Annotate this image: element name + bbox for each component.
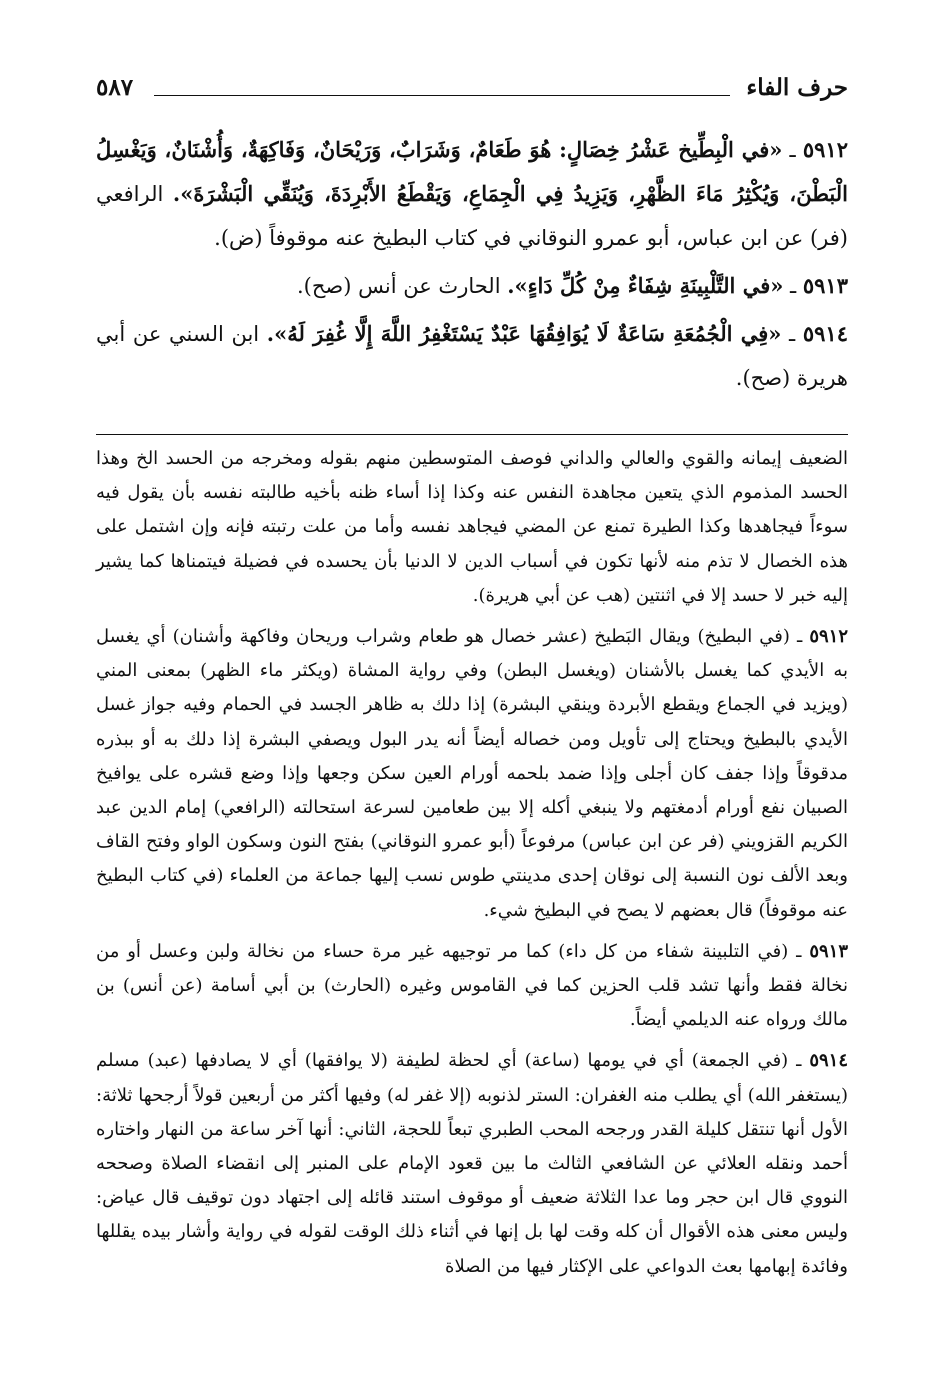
- commentary-text: (في الجمعة) أي في يومها (ساعة) أي لحظة لطيفة (لا يوافقها) أي لا يصادفها (عبد) مسلم (يستغفر الله) أي يطلب منه الغفران: الستر لذنوبه (إلا غفر له) وفيها أكثر من أربعين قولاً أرجحها ثلاثة: الأول أنها تنتقل كليلة القدر ورجحه المحب الطبري تبعاً للحجة، الثاني: أنها آخر ساعة من النهار واختاره أحمد ونقله العلائي عن الشافعي الثالث ما بين قعود الإمام على المنبر إلى انقضاء الصلاة وصححه النووي قال ابن حجر وما عدا الثلاثة ضعيف أو موقوف استند قائله إلى اجتهاد دون توقيف قال عياض: وليس معنى هذه الأقوال أن كله وقت لها بل إنها في أثناء ذلك الوقت لقوله في رواية وأشار بيده يقللها وفائدة إبهامها بعث الدواعي على الإكثار فيها من الصلاة: [96, 1050, 848, 1277]
- hadith-matn: «في الْبِطِّيخ عَشْرُ خِصَالٍ: هُوَ طَعَامٌ، وَشَرَابٌ، وَرَيْحَانٌ، وَفَاكِهَةٌ، وَأُشْنَانٌ، وَيَغْسِلُ الْبَطْنَ، وَيُكْثِرُ مَاءَ الظَّهْرِ، وَيَزِيدُ فِي الْجِمَاعِ، وَيَقْطَعُ الأَبْرِدَةَ، وَيُنَقِّي الْبَشْرَةَ».: [96, 137, 848, 206]
- commentary-text: (في البطيخ) ويقال البَطيخ (عشر خصال هو طعام وشراب وريحان وفاكهة وأشنان) أي يغسل به الأيدي كما يغسل بالأشنان (ويغسل البطن) وفي رواية المشاة (ويكثر ماء الظهر) بمعنى المني (ويزيد في الجماع ويقطع الأبردة وينقي البشرة) إذا دلك به ظاهر الجسد في الحمام وفيه جواز غسل الأيدي بالبطيخ ويحتاج إلى تأويل ومن خصاله أيضاً أنه يدر البول ويصفي البشرة إذا دلك به أو ببذره مدقوقاً وإذا جفف كان أجلى وإذا ضمد بلحمه أورام العين سكن وجعها وإذا وضع قشره على يوافيخ الصبيان نفع أورام أدمغتهم ولا ينبغي أكله إلا بين طعامين لسرعة استحالته (الرافعي) إمام الدين عبد الكريم القزويني (فر عن ابن عباس) مرفوعاً (أبو عمرو النوقاني) بفتح النون وسكون الواو وفتح القاف وبعد الألف نون النسبة إلى نوقان إحدى مدينتي طوس نسب إليها جماعة من العلماء (في كتاب البطيخ عنه موقوفاً) قال بعضهم لا يصح في البطيخ شيء.: [96, 626, 848, 921]
- commentary-continuation: [96, 442, 848, 613]
- hadith-5913: ٥٩١٣ ـ «في التَّلْبِينَةِ شِفَاءٌ مِنْ كُلِّ دَاءٍ». الحارث عن أنس (صح).: [296, 273, 848, 298]
- commentary-number: ٥٩١٢: [809, 626, 848, 648]
- commentary-5914: ٥٩١٤ ـ (في الجمعة) أي في يومها (ساعة) أي لحظة لطيفة (لا يوافقها) أي لا يصادفها (عبد) مسلم (يستغفر الله) أي يطلب منه الغفران: الستر لذنوبه (إلا غفر له) وفيها أكثر من أربعين قولاً أرجحها ثلاثة: الأول أنها تنتقل كليلة القدر ورجحه المحب الطبري تبعاً للحجة، الثاني: أنها آخر ساعة من النهار واختاره أحمد ونقله العلائي عن الشافعي الثالث ما بين قعود الإمام على المنبر إلى انقضاء الصلاة وصححه النووي قال ابن حجر وما عدا الثلاثة ضعيف أو موقوف استند قائله إلى اجتهاد دون توقيف قال عياض: وليس معنى هذه الأقوال أن كله وقت لها بل إنها في أثناء ذلك الوقت لقوله في رواية وأشار بيده يقللها وفائدة إبهامها بعث الدواعي على الإكثار فيها من الصلاة: [96, 1050, 849, 1277]
- hadith-matn: «في التَّلْبِينَةِ شِفَاءٌ مِنْ كُلِّ دَاءٍ».: [507, 273, 784, 298]
- hadith-number: ٥٩١٢: [802, 137, 848, 162]
- hadith-source: الرافعي (فر) عن ابن عباس، أبو عمرو النوقاني في كتاب البطيخ عنه موقوفاً (ض).: [96, 182, 848, 250]
- hadith-matn: «فِي الْجُمُعَةِ سَاعَةٌ لَا يُوَافِقُهَا عَبْدٌ يَسْتَغْفِرُ اللَّهَ إِلَّا غُفِرَ لَهُ».: [266, 321, 782, 346]
- commentary-text: الضعيف إيمانه والقوي والعالي والداني فوصف المتوسطين منهم بقوله ومخرجه من الحسد الخ وهذا الحسد المذموم الذي يتعين مجاهدة النفس عنه وكذا إذا أساء ظنه بأخيه طالبته نفسه بأن يقول فيه سوءاً فيجاهدها وكذا الطيرة تمنع عن المضي فيجاهد نفسه وأما من علت رتبته فإنه وإن اشتمل على هذه الخصال لا تذم منه لأنها تكون في أسباب الدين لا الدنيا بأن يحسده في فضيلة فيتمناها كما يشير إليه خبر لا حسد إلا في اثنتين (هب عن أبي هريرة).: [96, 448, 848, 606]
- hadith-number: ٥٩١٤: [802, 321, 848, 346]
- commentary-divider: [96, 434, 848, 435]
- running-title: حرف الفاء: [746, 74, 848, 101]
- header-rule: [154, 95, 730, 96]
- hadith-source: ابن السني عن أبي هريرة (صح).: [96, 322, 848, 390]
- page-number: ٥٨٧: [96, 74, 134, 101]
- commentary-text: (في التلبينة شفاء من كل داء) كما مر توجيهه غير مرة حساء من نخالة ولبن وعسل أو من نخالة فقط وأنها تشد قلب الحزين كما في القاموس وغيره (الحارث) بن أبي أسامة (عن أنس) بن مالك ورواه عنه الديلمي أيضاً.: [96, 940, 848, 1031]
- commentary-number: ٥٩١٣: [809, 940, 849, 962]
- hadith-5912: ٥٩١٢ ـ «في الْبِطِّيخ عَشْرُ خِصَالٍ: هُوَ طَعَامٌ، وَشَرَابٌ، وَرَيْحَانٌ، وَفَاكِهَةٌ، وَأُشْنَانٌ، وَيَغْسِلُ الْبَطْنَ، وَيُكْثِرُ مَاءَ الظَّهْرِ، وَيَزِيدُ فِي الْجِمَاعِ، وَيَقْطَعُ الأَبْرِدَةَ، وَيُنَقِّي الْبَشْرَةَ». الرافعي (فر) عن ابن عباس، أبو عمرو النوقاني في كتاب البطيخ عنه موقوفاً (ض).: [96, 137, 848, 250]
- hadith-source: الحارث عن أنس (صح).: [296, 274, 501, 298]
- commentary-section: [96, 442, 848, 1291]
- hadith-5914: ٥٩١٤ ـ «فِي الْجُمُعَةِ سَاعَةٌ لَا يُوَافِقُهَا عَبْدٌ يَسْتَغْفِرُ اللَّهَ إِلَّا غُفِرَ لَهُ». ابن السني عن أبي هريرة (صح).: [96, 321, 848, 390]
- hadith-text-section: [96, 128, 848, 404]
- hadith-number: ٥٩١٣: [802, 273, 848, 298]
- commentary-number: ٥٩١٤: [809, 1050, 849, 1072]
- page-header: [96, 72, 848, 108]
- commentary-5913: ٥٩١٣ ـ (في التلبينة شفاء من كل داء) كما مر توجيهه غير مرة حساء من نخالة ولبن وعسل أو من نخالة فقط وأنها تشد قلب الحزين كما في القاموس وغيره (الحارث) بن أبي أسامة (عن أنس) بن مالك ورواه عنه الديلمي أيضاً.: [96, 940, 849, 1031]
- commentary-5912: ٥٩١٢ ـ (في البطيخ) ويقال البَطيخ (عشر خصال هو طعام وشراب وريحان وفاكهة وأشنان) أي يغسل به الأيدي كما يغسل بالأشنان (ويغسل البطن) وفي رواية المشاة (ويكثر ماء الظهر) بمعنى المني (ويزيد في الجماع ويقطع الأبردة وينقي البشرة) إذا دلك به ظاهر الجسد في الحمام وفيه جواز غسل الأيدي بالبطيخ ويحتاج إلى تأويل ومن خصاله أيضاً أنه يدر البول ويصفي البشرة إذا دلك به أو ببذره مدقوقاً وإذا جفف كان أجلى وإذا ضمد بلحمه أورام العين سكن وجعها وإذا وضع قشره على يوافيخ الصبيان نفع أورام أدمغتهم ولا ينبغي أكله إلا بين طعامين لسرعة استحالته (الرافعي) إمام الدين عبد الكريم القزويني (فر عن ابن عباس) مرفوعاً (أبو عمرو النوقاني) بفتح النون وسكون الواو وفتح القاف وبعد الألف نون النسبة إلى نوقان إحدى مدينتي طوس نسب إليها جماعة من العلماء (في كتاب البطيخ عنه موقوفاً) قال بعضهم لا يصح في البطيخ شيء.: [96, 626, 848, 921]
